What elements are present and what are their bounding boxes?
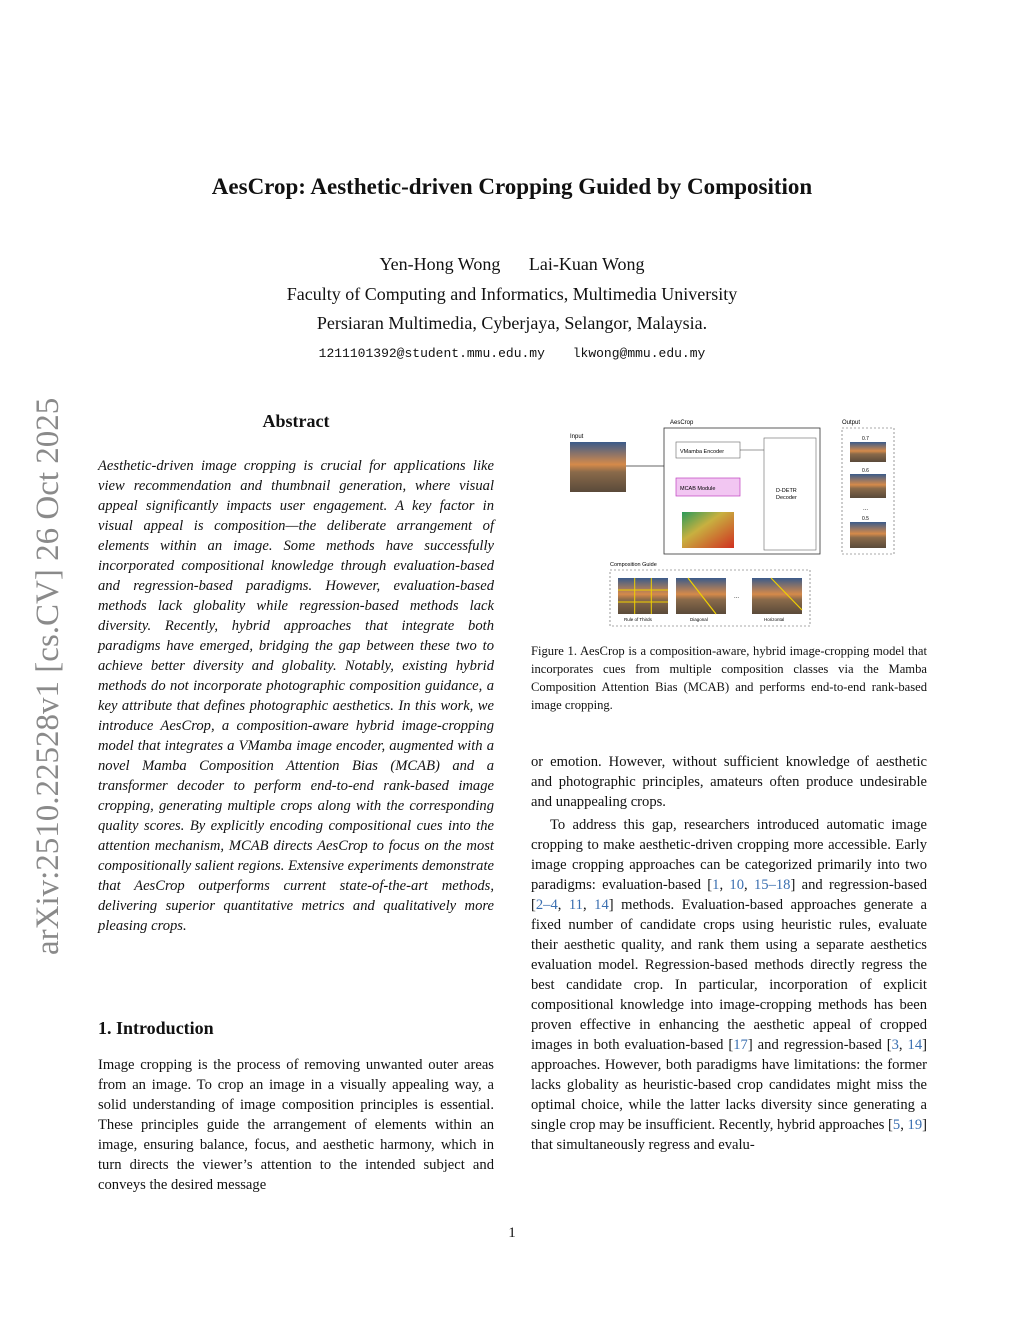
author-list [0, 254, 1024, 275]
affiliation-line-1: Faculty of Computing and Informatics, Multimedia University [286, 284, 738, 304]
intro-paragraph-right-2 [531, 815, 927, 1155]
p2-text-f: ] that simultaneously regress and evalu- [531, 1117, 927, 1153]
fig-label-input: Input [570, 434, 584, 440]
sep: , [557, 897, 569, 913]
fig-label-aescrop: AesCrop [670, 420, 694, 426]
guide-label-2: Diagonal [690, 617, 708, 622]
decoder-label-2: Decoder [776, 495, 797, 501]
citation-14b[interactable]: 14 [907, 1037, 923, 1053]
attention-heatmap [682, 512, 734, 548]
p2-text-e: ] approaches. However, both paradigms have limitations: the former lacks globality as heuristic-based crop candidates might miss the optimal choice, while the latter lacks diversity since generating a single crop may be insufficient. Recently, hybrid approaches [ [531, 1037, 927, 1133]
email-1[interactable]: 1211101392@student.mmu.edu.my [318, 346, 545, 361]
sep: , [719, 877, 730, 893]
decoder-label-1: D-DETR [776, 488, 797, 494]
abstract-heading: Abstract [262, 411, 330, 431]
author-1: Yen-Hong Wong [379, 254, 501, 274]
fig-label-output: Output [842, 420, 861, 426]
mcab-label: MCAB Module [680, 486, 716, 492]
score-1: 0.7 [862, 436, 869, 442]
citation-11[interactable]: 11 [568, 897, 583, 913]
intro-paragraph-left: Image cropping is the process of removing unwanted outer areas from an image. To crop an image in a visually appealing way, a solid understanding of image composition principles is essential. These principles guide the arrangement of elements within an image, ensuring balance, focus, and aesthetic harmony, which in turn directs the viewer’s attention to the intended subject and conveys the desired message [98, 1057, 494, 1193]
author-2: Lai-Kuan Wong [528, 254, 645, 274]
sep: , [582, 897, 595, 913]
citation-15-18[interactable]: 15–18 [753, 877, 791, 893]
score-3: 0.5 [862, 516, 869, 522]
score-2: 0.6 [862, 468, 869, 474]
citation-3[interactable]: 3 [891, 1037, 899, 1053]
sep: , [744, 877, 754, 893]
paper-title: AesCrop: Aesthetic-driven Cropping Guided by Composition [211, 174, 813, 199]
output-crop-2 [850, 474, 886, 498]
author-emails [0, 346, 1024, 361]
citation-10[interactable]: 10 [729, 877, 745, 893]
output-crop-3 [850, 522, 886, 548]
abstract-body: Aesthetic-driven image cropping is crucial for applications like view recommendation and thumbnail generation, where visual appeal significantly impacts user engagement. A key factor in visual appeal is composition—the deliberate arrangement of elements within an image. Some methods have successfully incorporated compositional knowledge through evaluation-based and regression-based paradigms. However, evaluation-based methods lack globality while regression-based methods lack diversity. Recently, hybrid approaches that integrate both paradigms have emerged, bridging the gap between these two to achieve better diversity and globality. Notably, existing hybrid methods do not incorporate photographic composition guidance, a key attribute that defines photographic aesthetics. In this work, we introduce AesCrop, a composition-aware hybrid image-cropping model that integrates a VMamba image encoder, augmented with a novel Mamba Composition Attention Bias (MCAB) and a transformer decoder to perform end-to-end rank-based image cropping, generating multiple crops along with the corresponding quality scores. By explicitly encoding compositional cues into the attention mechanism, MCAB directs AesCrop to focus on the most compositionally salient regions. Extensive experiments demonstrate that AesCrop outperforms current state-of-the-art methods, delivering superior quantitative metrics and qualitatively more pleasing crops. [98, 458, 494, 934]
intro-paragraph-right-1: or emotion. However, without sufficient knowledge of aesthetic and photographic principles, amateurs often produce undesirable and unappealing crops. [531, 754, 927, 810]
output-ellipsis: ... [863, 506, 869, 512]
arxiv-stamp-text: arXiv:2510.22528v1 [cs.CV] 26 Oct 2025 [30, 397, 66, 955]
citation-17[interactable]: 17 [733, 1037, 748, 1053]
guide-diagonal [676, 578, 726, 614]
affiliation-line-2: Persiaran Multimedia, Cyberjaya, Selangor, Malaysia. [316, 313, 708, 333]
output-crop-1 [850, 442, 886, 462]
citation-1[interactable]: 1 [712, 877, 720, 893]
fig-label-guide: Composition Guide [610, 562, 657, 568]
p2-text-a: To address this gap, researchers introduced automatic image cropping to make aesthetic-driven cropping more accessible. Early image cropping approaches can be categorized primarily into two paradigms: evaluation-based [ [531, 817, 927, 893]
citation-14[interactable]: 14 [594, 897, 609, 913]
citation-19[interactable]: 19 [907, 1117, 923, 1133]
guide-label-3: Horizontal [764, 617, 785, 622]
guide-ellipsis: ... [734, 594, 740, 600]
p2-text-b: ] and regression-based [ [531, 877, 928, 913]
page-number: 1 [508, 1225, 516, 1241]
section-heading-introduction: 1. Introduction [98, 1018, 214, 1038]
citation-2-4[interactable]: 2–4 [535, 897, 558, 913]
figure-1-diagram [566, 414, 906, 629]
p2-text-d: ] and regression-based [ [747, 1037, 892, 1053]
citation-5[interactable]: 5 [892, 1117, 901, 1133]
guide-label-1: Rule of Thirds [624, 617, 652, 622]
arxiv-stamp [14, 370, 74, 960]
figure-1-caption: Figure 1. AesCrop is a composition-aware, hybrid image-cropping model that incorporates cues from multiple composition classes via the Mamba Composition Attention Bias (MCAB) and performs end-to-end rank-based image cropping. [531, 644, 927, 712]
decoder-box [764, 438, 816, 550]
guide-thirds [618, 578, 668, 614]
sep: , [900, 1117, 908, 1133]
sep: , [898, 1037, 908, 1053]
email-2[interactable]: lkwong@mmu.edu.my [572, 346, 706, 361]
input-image [570, 442, 626, 492]
p2-text-c: ] methods. Evaluation-based approaches generate a fixed number of candidate crops using heuristic rules, evaluate their aesthetic quality, and rank them using a separate aesthetics evaluation model. Regression-based methods directly regress the best candidate crop. In particular, incorporation of explicit compositional knowledge into image-cropping methods has been proven effective in enhancing the aesthetic appeal of cropped images in both evaluation-based [ [531, 897, 928, 1053]
vmamba-label: VMamba Encoder [680, 449, 725, 455]
